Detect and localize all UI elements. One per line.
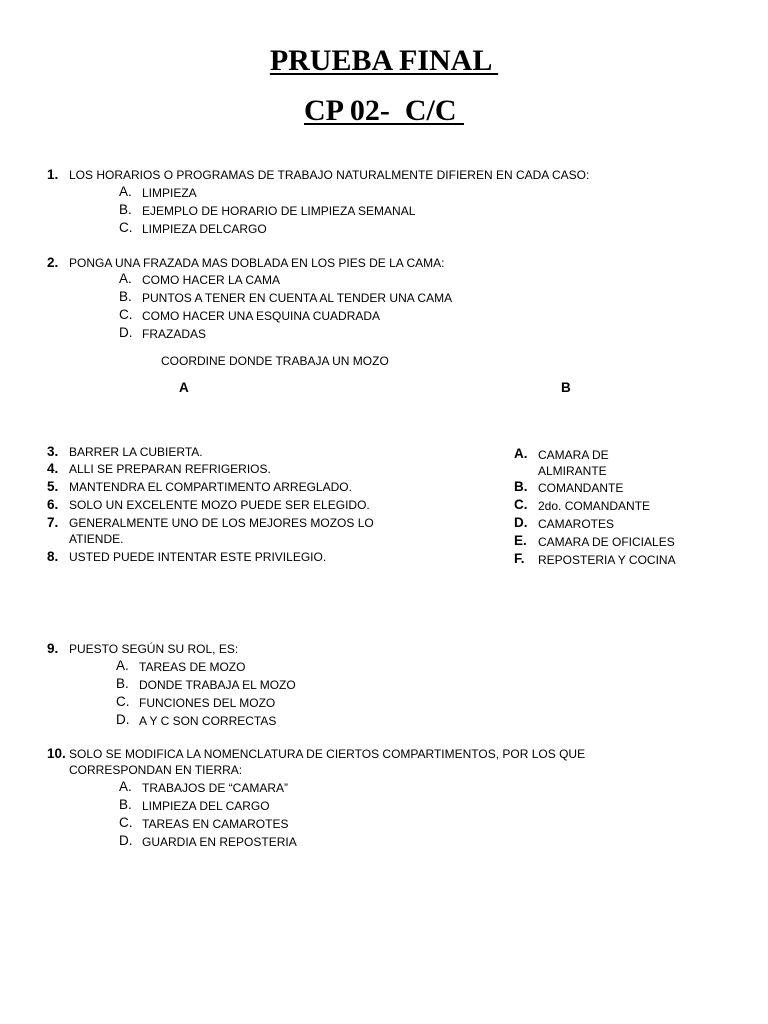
matching-instruction: COORDINE DONDE TRABAJA UN MOZO <box>161 354 389 368</box>
question-number: 1. <box>47 167 59 182</box>
column-a-label: A <box>179 380 189 395</box>
question-text: PUESTO SEGÚN SU ROL, ES: <box>69 642 239 656</box>
page-title: PRUEBA FINAL <box>269 44 499 77</box>
question-number: 10. <box>47 746 66 761</box>
question-number: 9. <box>47 641 59 656</box>
question-text: PONGA UNA FRAZADA MAS DOBLADA EN LOS PIES DE LA CAMA: <box>69 256 445 270</box>
question-number: 2. <box>47 255 59 270</box>
question-text: SOLO SE MODIFICA LA NOMENCLATURA DE CIERTOS COMPARTIMENTOS, POR LOS QUE CORRESPONDAN EN TIERRA: <box>69 747 586 777</box>
column-b-label: B <box>561 380 571 395</box>
question-text: LOS HORARIOS O PROGRAMAS DE TRABAJO NATURALMENTE DIFIEREN EN CADA CASO: <box>69 168 590 182</box>
page-subtitle: CP 02- C/C <box>304 94 464 127</box>
